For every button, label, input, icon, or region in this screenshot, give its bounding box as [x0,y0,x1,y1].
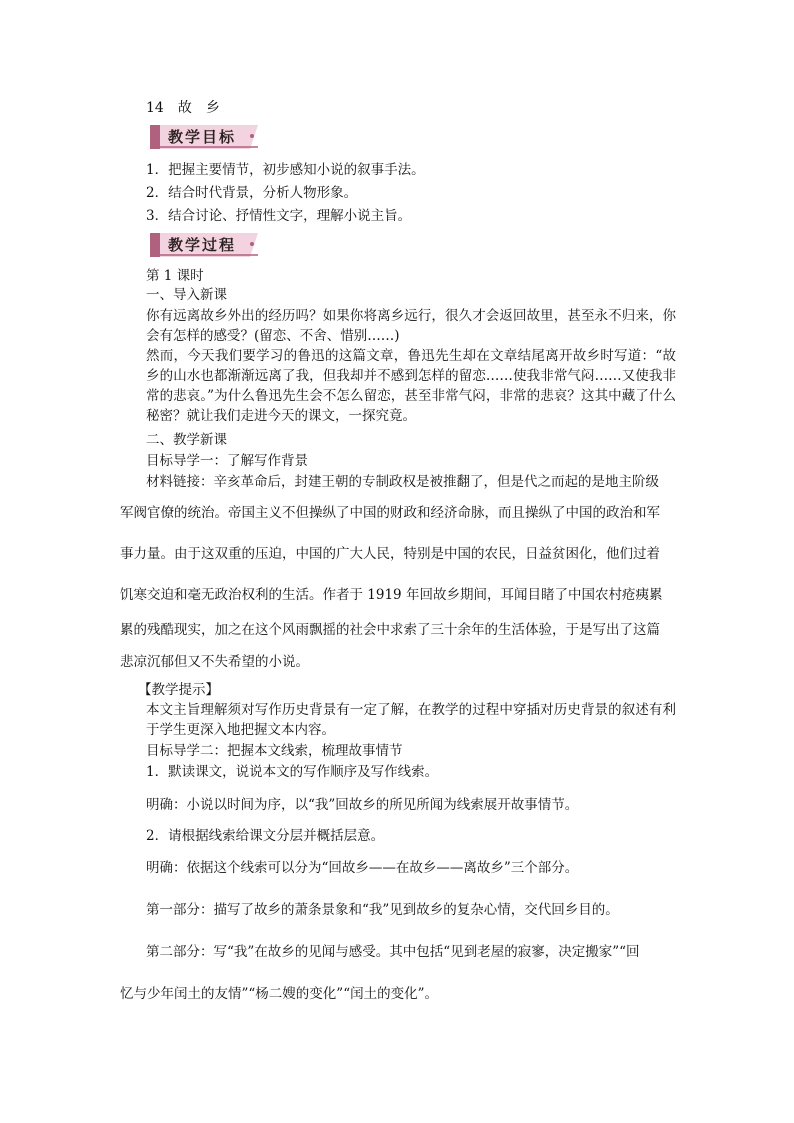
part1-title: 一、导入新课 [146,287,227,303]
tip-title: 【教学提示】 [138,682,219,698]
guide2-title: 目标导学二：把握本文线索，梳理故事情节 [146,743,403,759]
guide1-title: 目标导学一：了解写作背景 [146,453,308,469]
question-1: 1．默读课文，说说本文的写作顺序及写作线索。 [146,764,439,780]
goals-banner [146,123,262,151]
period-label: 第 1 课时 [146,268,204,284]
part-two-line: 第二部分：写“我”在故乡的见闻与感受。其中包括“见到老屋的寂寥，决定搬家”“回 [146,944,640,960]
goal-item-3: 3．结合讨论、抒情性文字，理解小说主旨。 [146,208,412,224]
material-line: 事力量。由于这双重的压迫，中国的广大人民，特别是中国的农民，日益贫困化，他们过着 [120,546,660,562]
material-line: 累的残酷现实，加之在这个风雨飘摇的社会中求索了三十余年的生活体验，于是写出了这篇 [120,622,660,638]
goal-item-2: 2．结合时代背景，分析人物形象。 [146,185,358,201]
material-line: 悲凉沉郁但又不失希望的小说。 [120,654,309,670]
process-banner [146,231,262,259]
intro-paragraph-2: 然而，今天我们要学习的鲁迅的这篇文章，鲁迅先生却在文章结尾离开故乡时写道：“故乡的山水也都渐渐远离了我，但我却并不感到怎样的留恋……使我非常气闷……又使我非常的悲哀。”为什么鲁迅先生会不怎么留恋，甚至非常气闷，非常的悲哀？这其中藏了什么秘密？就让我们走进今天的课文，一探究竟。 [146,348,676,424]
lesson-title: 14 故 乡 [146,100,220,116]
part2-title: 二、教学新课 [146,432,227,448]
question-2: 2．请根据线索给课文分层并概括层意。 [146,828,385,844]
material-line: 饥寒交迫和毫无政治权利的生活。作者于 1919 年回故乡期间，耳闻目睹了中国农村疮痍累 [120,587,663,603]
answer-1: 明确：小说以时间为序，以“我”回故乡的所见所闻为线索展开故事情节。 [146,797,579,813]
part-one-summary: 第一部分：描写了故乡的萧条景象和“我”见到故乡的复杂心情，交代回乡目的。 [146,902,619,918]
material-line: 材料链接：辛亥革命后，封建王朝的专制政权是被推翻了，但是代之而起的是地主阶级 [146,474,659,490]
tip-paragraph: 本文主旨理解须对写作历史背景有一定了解，在教学的过程中穿插对历史背景的叙述有利于学生更深入地把握文本内容。 [146,702,676,738]
material-line: 军阀官僚的统治。帝国主义不但操纵了中国的财政和经济命脉，而且操纵了中国的政治和军 [120,505,660,521]
goals-heading: 教学目标 [168,128,237,146]
process-heading: 教学过程 [168,236,237,254]
intro-paragraph-1: 你有远离故乡外出的经历吗？如果你将离乡远行，很久才会返回故里，甚至永不归来，你会有怎样的感受？(留恋、不舍、惜别……) [146,308,676,344]
part-two-line: 忆与少年闰土的友情”“杨二嫂的变化”“闰土的变化”。 [120,986,439,1002]
goal-item-1: 1．把握主要情节，初步感知小说的叙事手法。 [146,162,425,178]
answer-2: 明确：依据这个线索可以分为“回故乡——在故乡——离故乡”三个部分。 [146,860,579,876]
